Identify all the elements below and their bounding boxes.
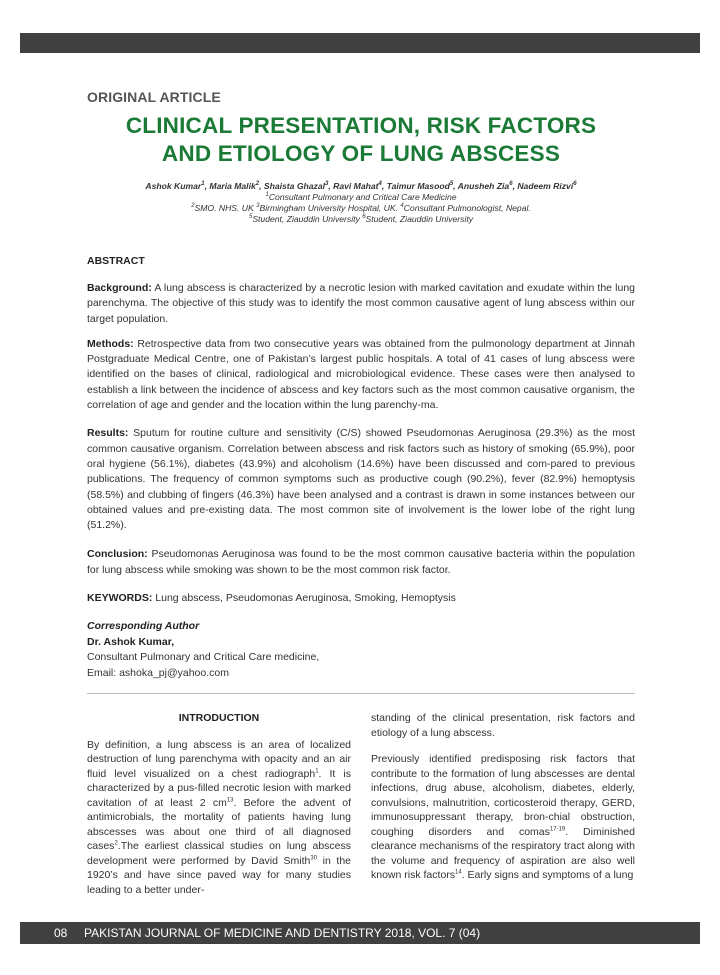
abstract-heading: ABSTRACT: [87, 255, 145, 267]
intro-paragraph-3: Previously identified predisposing risk factors that contribute to the formation of lung abscesses are dental infections, drug abuse, alcoholism, diabetes, elderly, convulsions, malnutrition, corticosteroid therapy, GERD, immunosuppressant therapy, bron-chial obstruction, coughing disorders and comas$^{17-19}$. Diminished clearance mechanisms of the respiratory tract along with the volume and frequency of aspiration are also well known risk factors$^{14}$. Early signs and symptoms of a lung: [371, 753, 635, 881]
corresponding-email[interactable]: Email: ashoka_pj@yahoo.com: [87, 666, 229, 679]
author-sup: 6: [573, 181, 577, 188]
author-sup: 2: [255, 181, 260, 188]
abstract-background: Background: A lung abscess is characterized by a necrotic lesion with marked cavitation and exudate within the lung parenchyma. The objective of this study was to identify the most common causative agent of lung abscess within our target population.: [87, 282, 635, 325]
author-name: Taimur Masood: [386, 181, 450, 191]
author-name: Ravi Mahat: [333, 181, 379, 191]
title-line-1: CLINICAL PRESENTATION, RISK FACTORS: [125, 113, 597, 138]
author-sup: 3: [325, 181, 329, 188]
corresponding-name: Dr. Ashok Kumar,: [87, 635, 175, 648]
affiliation-line-1: $^1$Consultant Pulmonary and Critical Care Medicine: [265, 192, 457, 202]
author-name: Ashok Kumar: [145, 181, 202, 191]
journal-name: PAKISTAN JOURNAL OF MEDICINE AND DENTISTRY 2018, VOL. 7 (04): [84, 926, 481, 940]
article-page: [87, 88, 635, 681]
corresponding-title: Consultant Pulmonary and Critical Care medicine,: [87, 651, 320, 664]
introduction-heading: INTRODUCTION: [178, 712, 260, 724]
abstract-results: Results: Sputum for routine culture and sensitivity (C/S) showed Pseudomonas Aeruginosa (29.3%) as the most common causative organism. Correlation between abscess and risk factors such as history of smoking (65.9%), poor oral hygiene (56.1%), diabetes (43.9%) and alcoholism (14.6%) have been discussed and com-pared to previous publications. The frequency of common symptoms such as productive cough (90.2%), fever (82.9%) hemoptysis (58.5%) and clubbing of fingers (46.3%) have been analysed and a contrast is drawn in some instances between our obtained values and pre-existing data. The most common site of involvement is the lower lobe of the right lung (51.2%).: [87, 427, 636, 532]
author-list: Ashok Kumar$^1$, Maria Malik$^2$, Shaista Ghazal$^3$, Ravi Mahat$^4$, Taimur Masood$^5$, Anusheh Zia$^6$, Nadeem Rizvi$^6$: [145, 181, 577, 191]
author-sup: 6: [509, 181, 513, 188]
author-name: Anusheh Zia: [457, 181, 510, 191]
corresponding-author: [87, 619, 635, 681]
author-name: Nadeem Rizvi: [517, 181, 574, 191]
article-title: [87, 112, 635, 168]
intro-column-left: [87, 711, 351, 897]
affiliation-line-2: $^2$SMO. NHS. UK $^3$Birmingham University Hospital, UK. $^4$Consultant Pulmonologist, Nepal.: [191, 203, 531, 213]
abstract-conclusion: Conclusion: Pseudomonas Aeruginosa was found to be the most common causative bacteria within the population for lung abscess while smoking was shown to be the most common risk factor.: [87, 548, 636, 576]
author-sup: 5: [449, 181, 454, 188]
author-sup: 4: [378, 181, 382, 188]
abstract-keywords: KEYWORDS: Lung abscess, Pseudomonas Aeruginosa, Smoking, Hemoptysis: [87, 592, 456, 605]
author-name: Shaista Ghazal: [263, 181, 326, 191]
article-type: ORIGINAL ARTICLE: [87, 89, 221, 105]
intro-paragraph-1: By definition, a lung abscess is an area of localized destruction of lung parenchyma with opacity and an air fluid level visualized on a chest radiograph$^1$. It is characterized by a pus-filled necrotic lesion with marked cavitation of at least 2 $cm^{13}$. Before the advent of antimicrobials, the mortality of patients having lung abscesses was about one third of all diagnosed cases$^2$.The earliest classical studies on lung abscess development were performed by David Smith$^{30}$ in the 1920’s and have since paved way for many studies leading to a better under-: [87, 738, 351, 896]
abstract-methods: Methods: Retrospective data from two consecutive years was obtained from the pulmonology department at Jinnah Postgraduate Medical Centre, one of Pakistan’s largest public hospitals. A total of 41 cases of lung abscess were identified on the bases of clinical, radiological and microbiological evidence. These cases were then analysed to establish a link between the incidence of abscess and key factors such as the most common causative organism, the correlation of age and gender and the location within the lung parenchy-ma.: [87, 337, 635, 412]
footer-bar: [20, 922, 700, 944]
page-number: 08: [54, 926, 68, 940]
affiliation-line-3: $^5$Student, Ziauddin University $^6$Student, Ziauddin University: [248, 214, 474, 224]
author-name: Maria Malik: [209, 181, 256, 191]
intro-column-right: [371, 711, 635, 883]
intro-paragraph-2: standing of the clinical presentation, risk factors and etiology of a lung abscess.: [371, 712, 635, 739]
section-divider: [87, 693, 635, 694]
corresponding-label: Corresponding Author: [87, 620, 200, 633]
author-sup: 1: [201, 181, 205, 188]
top-banner: [20, 33, 700, 53]
title-line-2: AND ETIOLOGY OF LUNG ABSCESS: [161, 141, 561, 166]
